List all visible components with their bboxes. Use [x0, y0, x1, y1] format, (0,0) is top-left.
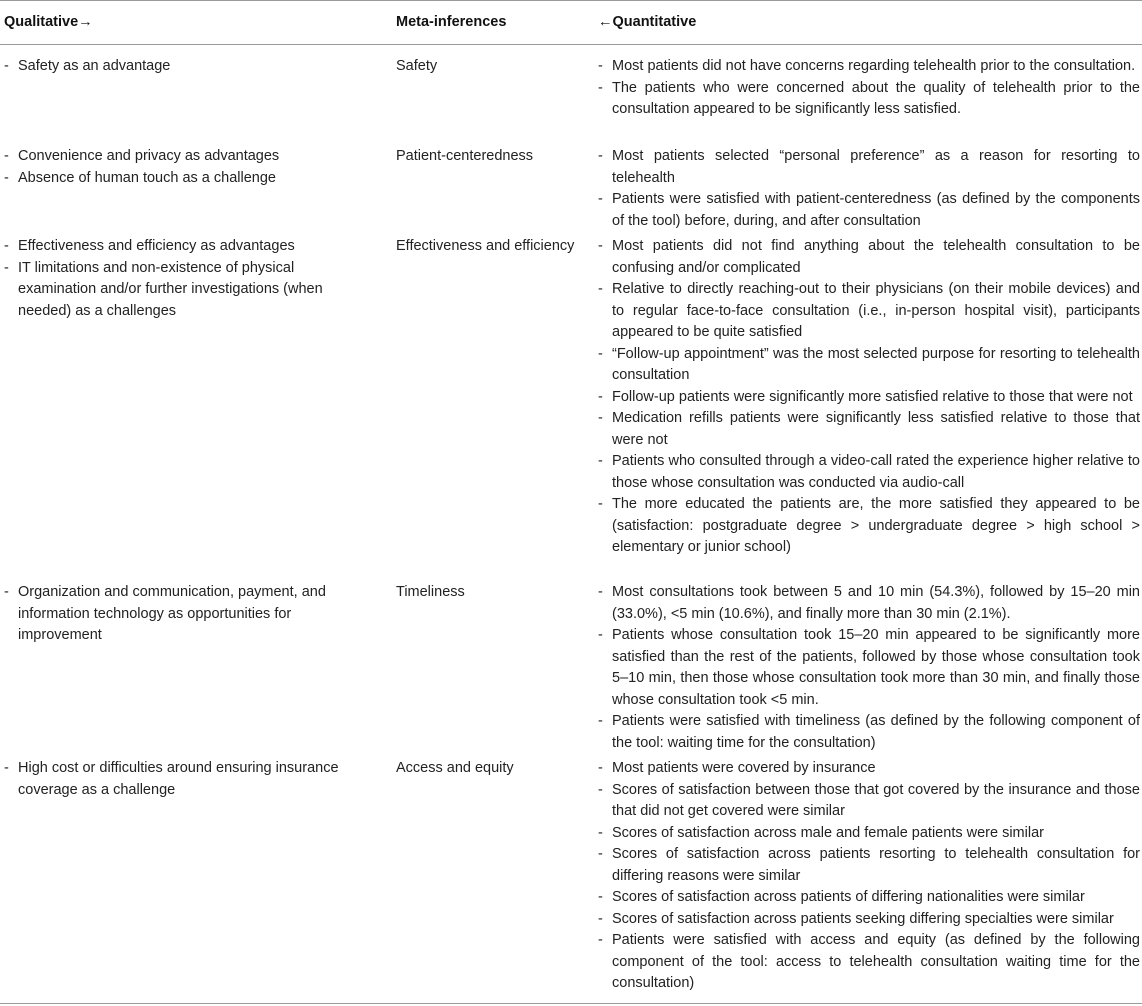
- bullet-dash: -: [598, 584, 603, 600]
- bullet-item: [4, 146, 350, 168]
- bullet-dash: -: [598, 713, 603, 729]
- bullet-dash: -: [598, 496, 603, 512]
- header-rule: [0, 44, 1142, 45]
- bullet-item: [4, 236, 350, 258]
- bullet-dash: -: [4, 259, 9, 276]
- bullet-text: Effectiveness and efficiency as advantages: [18, 238, 295, 254]
- bullet-item: [4, 582, 350, 647]
- bullet-dash: -: [598, 388, 603, 405]
- bullet-dash: -: [4, 58, 9, 74]
- bullet-dash: -: [598, 910, 603, 927]
- bullet-item: [598, 146, 1140, 189]
- bullet-dash: -: [598, 627, 603, 643]
- bullet-dash: -: [598, 281, 603, 297]
- bullet-text: Absence of human touch as a challenge: [18, 169, 276, 186]
- bullet-dash: -: [598, 453, 603, 469]
- bullet-text: High cost or difficulties around ensuring insurance coverage as a challenge: [18, 760, 339, 798]
- meta-inference-cell: Safety: [396, 58, 438, 74]
- quantitative-cell: [598, 582, 1140, 754]
- bullet-dash: -: [598, 79, 603, 96]
- bullet-text: “Follow-up appointment” was the most selected purpose for resorting to telehealth consultation: [612, 345, 1140, 383]
- top-rule: [0, 0, 1142, 1]
- bullet-text: Convenience and privacy as advantages: [18, 148, 280, 164]
- bullet-text: Patients were satisfied with access and equity (as defined by the following component of the tool: access to telehealth consultation waiting time for the consultation): [612, 932, 1140, 991]
- qualitative-cell: [4, 582, 350, 647]
- bullet-item: [598, 408, 1140, 451]
- bullet-item: [598, 758, 1140, 780]
- bullet-dash: -: [598, 932, 603, 948]
- bullet-dash: -: [598, 58, 603, 74]
- bullet-item: [598, 780, 1140, 823]
- bullet-dash: -: [4, 238, 9, 254]
- bullet-dash: -: [598, 191, 603, 207]
- bullet-item: [598, 279, 1140, 344]
- bullet-text: Most consultations took between 5 and 10 min (54.3%), followed by 15–20 min (33.0%), <5 min (10.6%), and finally more than 30 min (2.1%).: [612, 584, 1140, 622]
- bullet-text: Organization and communication, payment, and information technology as opportunities for improvement: [18, 584, 326, 643]
- bullet-item: [598, 344, 1140, 387]
- bullet-text: IT limitations and non-existence of physical examination and/or further investigations (when needed) as a challenges: [18, 259, 323, 319]
- bullet-item: [598, 56, 1140, 78]
- bullet-item: [598, 494, 1140, 559]
- header-meta-inferences: Meta-inferences: [396, 14, 507, 30]
- bullet-text: Scores of satisfaction between those that got covered by the insurance and those that did not get covered were similar: [612, 781, 1140, 819]
- bullet-dash: -: [598, 345, 603, 362]
- bullet-text: Safety as an advantage: [18, 58, 171, 74]
- bullet-text: The more educated the patients are, the more satisfied they appeared to be (satisfaction: postgraduate degree > undergraduate degree > high school > elementary or junior school): [612, 496, 1140, 555]
- bullet-item: [598, 387, 1140, 409]
- header-quantitative: ←Quantitative: [598, 14, 697, 30]
- bullet-text: Most patients did not find anything about the telehealth consultation to be confusing and/or complicated: [612, 238, 1140, 276]
- bullet-item: [4, 258, 350, 323]
- qualitative-cell: [4, 56, 350, 78]
- meta-inference-cell: Access and equity: [396, 760, 514, 776]
- bullet-text: Patients were satisfied with patient-centeredness (as defined by the components of the tool) before, during, and after consultation: [612, 191, 1140, 229]
- quantitative-cell: [598, 56, 1140, 121]
- meta-inference-cell: Patient-centeredness: [396, 148, 534, 164]
- bullet-item: [598, 930, 1140, 995]
- bullet-text: Most patients selected “personal preference” as a reason for resorting to telehealth: [612, 148, 1140, 186]
- bullet-item: [598, 189, 1140, 232]
- qualitative-cell: [4, 146, 350, 189]
- quantitative-cell: [598, 758, 1140, 995]
- bullet-text: Patients whose consultation took 15–20 min appeared to be significantly more satisfied than the rest of the patients, followed by those whose consultation took 5–10 min, then those whose consultation took more than 30 min, and finally those whose consultation took <5 min.: [612, 627, 1140, 708]
- bullet-dash: -: [598, 410, 603, 426]
- bullet-dash: -: [4, 148, 9, 164]
- bullet-item: [598, 711, 1140, 754]
- bullet-dash: -: [4, 169, 9, 186]
- bullet-dash: -: [598, 824, 603, 841]
- bullet-text: Scores of satisfaction across patients of differing nationalities were similar: [612, 889, 1085, 905]
- bullet-item: [4, 758, 350, 801]
- qualitative-cell: [4, 758, 350, 801]
- bullet-text: Scores of satisfaction across patients resorting to telehealth consultation for differing reasons were similar: [612, 846, 1140, 884]
- bullet-item: [598, 625, 1140, 711]
- bullet-item: [598, 236, 1140, 279]
- bullet-text: Follow-up patients were significantly more satisfied relative to those that were not: [612, 388, 1133, 405]
- bullet-text: The patients who were concerned about the quality of telehealth prior to the consultation appeared to be significantly less satisfied.: [612, 79, 1140, 117]
- bullet-item: [4, 168, 350, 190]
- bullet-item: [598, 909, 1140, 931]
- bullet-dash: -: [598, 781, 603, 798]
- bullet-text: Scores of satisfaction across male and female patients were similar: [612, 824, 1044, 841]
- meta-inference-cell: Timeliness: [396, 584, 465, 600]
- bullet-item: [598, 887, 1140, 909]
- meta-inference-cell: Effectiveness and efficiency: [396, 238, 575, 254]
- bullet-item: [4, 56, 350, 78]
- bullet-dash: -: [598, 846, 603, 862]
- bullet-dash: -: [598, 238, 603, 254]
- bullet-text: Scores of satisfaction across patients seeking differing specialties were similar: [612, 910, 1114, 927]
- bullet-text: Relative to directly reaching-out to their physicians (on their mobile devices) and to regular face-to-face consultation (i.e., in-person hospital visit), participants appeared to be quite satisfied: [612, 281, 1140, 340]
- bullet-item: [598, 582, 1140, 625]
- bullet-dash: -: [4, 584, 9, 600]
- bullet-item: [598, 823, 1140, 845]
- bullet-dash: -: [598, 148, 603, 164]
- bullet-text: Patients who consulted through a video-call rated the experience higher relative to those whose consultation was conducted via audio-call: [612, 453, 1140, 491]
- bullet-item: [598, 844, 1140, 887]
- quantitative-cell: [598, 146, 1140, 232]
- bullet-dash: -: [598, 760, 603, 776]
- bullet-dash: -: [4, 760, 9, 776]
- header-qualitative: Qualitative→: [4, 14, 93, 30]
- bullet-text: Most patients were covered by insurance: [612, 760, 876, 776]
- bullet-text: Medication refills patients were significantly less satisfied relative to those that were not: [612, 410, 1140, 448]
- bullet-item: [598, 78, 1140, 121]
- bullet-text: Most patients did not have concerns regarding telehealth prior to the consultation.: [612, 58, 1136, 74]
- bullet-item: [598, 451, 1140, 494]
- bullet-dash: -: [598, 889, 603, 905]
- quantitative-cell: [598, 236, 1140, 559]
- qualitative-cell: [4, 236, 350, 322]
- bullet-text: Patients were satisfied with timeliness (as defined by the following component of the tool: waiting time for the consultation): [612, 713, 1140, 751]
- bottom-rule: [0, 1003, 1142, 1004]
